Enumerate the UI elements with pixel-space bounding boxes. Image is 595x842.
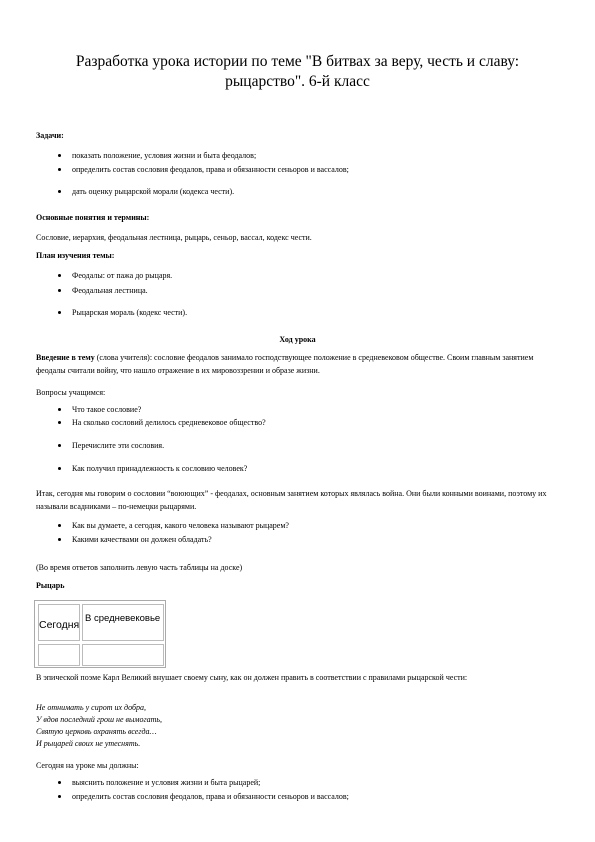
- table-note: (Во время ответов заполнить левую часть таблицы на доске): [36, 563, 243, 572]
- tasks-heading: Задачи:: [36, 131, 64, 140]
- knight-table: [34, 600, 166, 668]
- intro-rest: (слова учителя): сословие феодалов занимало господствующее положение в средневековом обществе. Своим главным занятием феодалы считали войну, что нашло отражение в их мировоззрении и образе жизни.: [36, 353, 534, 375]
- table-cell-today: Сегодня: [38, 604, 80, 641]
- questions-label: Вопросы учащимся:: [36, 388, 106, 397]
- paragraph-3: В эпической поэме Карл Великий внушает своему сыну, как он должен править в соответствии с правилами рыцарской чести:: [36, 673, 468, 682]
- list-item: На сколько сословий делилось средневековое общество?: [72, 418, 266, 427]
- goals-label: Сегодня на уроке мы должны:: [36, 761, 139, 770]
- terms-heading: Основные понятия и термины:: [36, 213, 150, 222]
- lesson-heading: Ход урока: [279, 335, 316, 344]
- list-item: определить состав сословия феодалов, права и обязанности сеньоров и вассалов;: [72, 165, 349, 174]
- list-item: Какими качествами он должен обладать?: [72, 535, 212, 544]
- table-cell-empty: [82, 644, 164, 666]
- list-item: Феодальная лестница.: [72, 286, 148, 295]
- list-item: Что такое сословие?: [72, 405, 142, 414]
- poem-line: Святую церковь охранять всегда…: [36, 727, 157, 736]
- list-item: выяснить положение и условия жизни и быта рыцарей;: [72, 778, 261, 787]
- list-item: Перечислите эти сословия.: [72, 441, 165, 450]
- intro-bold: Введение в тему: [36, 353, 95, 362]
- table-cell-middle-ages: В средневековье: [82, 604, 164, 641]
- table-cell-empty: [38, 644, 80, 666]
- intro-paragraph: [36, 352, 561, 377]
- poem-line: У вдов последний грош не вымогать,: [36, 715, 163, 724]
- paragraph-2: Итак, сегодня мы говорим о сословии “воюющих” - феодалах, основным занятием которых являлась война. Они были конными воинами, поэтому их называли всадниками – по-немецки рыцарями.: [36, 489, 547, 511]
- plan-heading: План изучения темы:: [36, 251, 115, 260]
- page-title: Разработка урока истории по теме "В битвах за веру, честь и славу: рыцарство". 6-й класс: [75, 53, 520, 90]
- poem-line: И рыцарей своих не утеснять.: [36, 739, 141, 748]
- list-item: Феодалы: от пажа до рыцаря.: [72, 271, 173, 280]
- poem-line: Не отнимать у сирот их добра,: [36, 703, 146, 712]
- list-item: показать положение, условия жизни и быта феодалов;: [72, 151, 257, 160]
- list-item: дать оценку рыцарской морали (кодекса чести).: [72, 187, 235, 196]
- list-item: Как вы думаете, а сегодня, какого человека называют рыцарем?: [72, 521, 289, 530]
- list-item: Как получил принадлежность к сословию человек?: [72, 464, 248, 473]
- list-item: определить состав сословия феодалов, права и обязанности сеньоров и вассалов;: [72, 792, 349, 801]
- terms-text: Сословие, иерархия, феодальная лестница, рыцарь, сеньор, вассал, кодекс чести.: [36, 233, 312, 242]
- list-item: Рыцарская мораль (кодекс чести).: [72, 308, 188, 317]
- table-heading: Рыцарь: [36, 581, 65, 590]
